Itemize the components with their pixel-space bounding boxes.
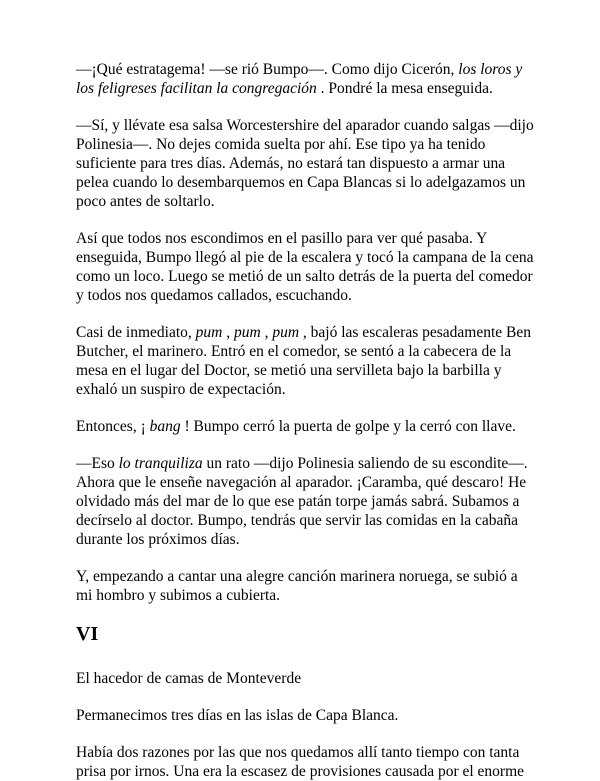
paragraph-song: Y, empezando a cantar una alegre canción marinera noruega, se subió a mi hombro y subimos a cubierta. bbox=[76, 568, 518, 604]
paragraph-polinesia: —Eso lo tranquiliza un rato —dijo Polinesia saliendo de su escondite—. Ahora que le enseñe navegación al aparador. ¡Caramba, qué descaro! He olvidado más del mar de lo que ese patán torpe jamás sabrá. Subamos a decírselo al doctor. Bumpo, tendrás que servir las comidas en la cabaña durante los próximos días. bbox=[76, 455, 528, 548]
paragraph-bang: Entonces, ¡ bang ! Bumpo cerró la puerta de golpe y la cerró con llave. bbox=[76, 418, 516, 435]
chapter-number: VI bbox=[76, 623, 99, 645]
paragraph-footsteps: Casi de inmediato, pum , pum , pum , bajó las escaleras pesadamente Ben Butcher, el marinero. Entró en el comedor, se sentó a la cabecera de la mesa en el lugar del Doctor, se metió una servilleta bajo la barbilla y exhaló un suspiro de expectación. bbox=[76, 324, 532, 398]
paragraph-two-reasons: Había dos razones por las que nos quedamos allí tanto tiempo con tanta prisa por irnos. Una era la escasez de provisiones causada por el enorme bbox=[76, 744, 525, 780]
paragraph-hiding: Así que todos nos escondimos en el pasillo para ver qué pasaba. Y enseguida, Bumpo llegó al pie de la escalera y tocó la campana de la cena como un loco. Luego se metió de un salto detrás de la puerta del comedor y todos nos quedamos callados, escuchando. bbox=[76, 230, 534, 304]
chapter-title: El hacedor de camas de Monteverde bbox=[76, 670, 302, 687]
paragraph-stratagem: —¡Qué estratagema! —se rió Bumpo—. Como dijo Cicerón, los loros y los feligreses facilitan la congregación . Pondré la mesa enseguida. bbox=[76, 61, 523, 97]
paragraph-worcestershire: —Sí, y llévate esa salsa Worcestershire del aparador cuando salgas —dijo Polinesia—. No dejes comida suelta por ahí. Ese tipo ya ha tenido suficiente para tres días. Además, no estará tan dispuesto a armar una pelea cuando lo desembarquemos en Capa Blancas si lo adelgazamos un poco antes de soltarlo. bbox=[76, 117, 534, 210]
quote-italic: los loros y los feligreses facilitan la congregación bbox=[76, 61, 523, 97]
paragraph-three-days: Permanecimos tres días en las islas de Capa Blanca. bbox=[76, 707, 399, 724]
